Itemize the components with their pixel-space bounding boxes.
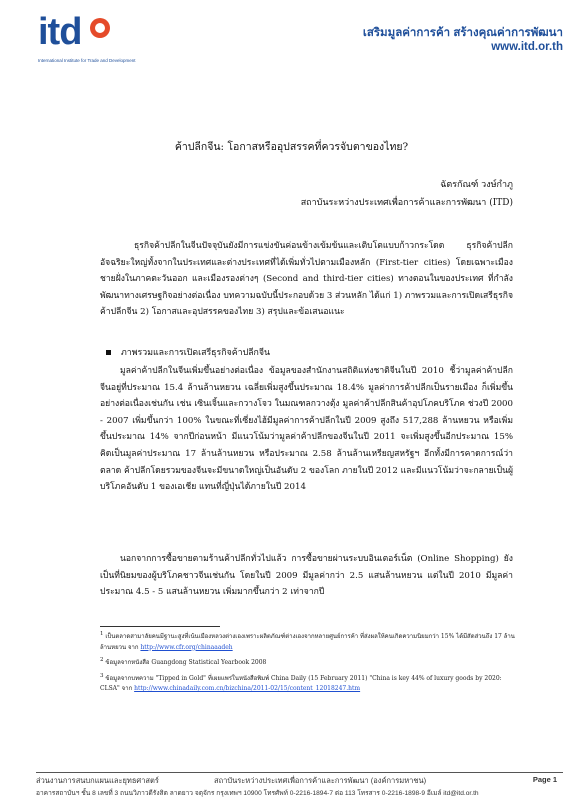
footnotes xyxy=(100,629,517,697)
footnote-3 xyxy=(100,671,517,695)
intro-text: ธุรกิจค้าปลีกในจีนปัจจุบันยังมีการแข่งขันค่อนข้างเข้มข้นและเติบโตแบบก้าวกระโดด ธุรกิจค้าปลีกอัจฉริยะใหญ่ทั้งจากในประเทศและต่างประเทศที่ได้เพิ่มทั่วไปตามเมืองหลัก (First-tier cities) โดยเฉพาะเมืองชายฝั่งในภาคตะวันออก และเมืองรองต่างๆ (Second and third-tier cities) ทางตอนในของประเทศ ที่กำลังพัฒนาทางเศรษฐกิจอย่างต่อเนื่อง บทความฉบับนี้ประกอบด้วย 3 ส่วนหลัก ได้แก่ 1) ภาพรวมและการเปิดเสรีธุรกิจค้าปลีกจีน 2) โอกาสและอุปสรรคของไทย 3) สรุปและข้อเสนอแนะ xyxy=(100,241,513,318)
paragraph-3-text: นอกจากการซื้อขายตามร้านค้าปลีกทั่วไปแล้ว การซื้อขายผ่านระบบอินเตอร์เน็ต (Online Shopping) ยังเป็นที่นิยมของผู้บริโภคชาวจีนเช่นกัน โดยในปี 2009 มีมูลค่ากว่า 2.5 แสนล้านหยวน แต่ในปี 2010 มีมูลค่าประมาณ 4.5 - 5 แสนล้านหยวน เพิ่มมากขึ้นกว่า 2 เท่าจากปี xyxy=(100,554,513,598)
logo-ring-icon xyxy=(90,18,110,38)
page-number: Page 1 xyxy=(532,775,557,784)
footnote-link[interactable]: http://www.chinadaily.com.cn/bizchina/2011-02/15/content_12018247.htm xyxy=(134,685,361,692)
paragraph-3 xyxy=(100,551,513,601)
paragraph-2-text: มูลค่าค้าปลีกในจีนเพิ่มขึ้นอย่างต่อเนื่อง ข้อมูลของสำนักงานสถิติแห่งชาติจีนในปี 2010 ชี้ว่ามูลค่าค้าปลีกจีนอยู่ที่ประมาณ 15.4 ล้านล้านหยวน เฉลี่ยเพิ่มสูงขึ้นประมาณ 18.4% มูลค่าการค้าปลีกเป็นรายเมือง ก็เพิ่มขึ้นอย่างต่อเนื่องเช่นกัน เช่น เซินเจิ้นและกวางโจว ในมณฑลกวางตุ้ง มูลค่าค้าปลีกสินค้าอุปโภคบริโภค ช่วงปี 2000 - 2007 เพิ่มขึ้นกว่า 100% ในขณะที่เซี่ยงไฮ้มีมูลค่าการค้าปลีกในปี 2009 สูงถึง 517,288 ล้านหยวน หรือเพิ่มขึ้นประมาณ 14% จากปีก่อนหน้า มีแนวโน้มว่ามูลค่าค้าปลีกของจีนในปี 2011 จะเพิ่มสูงขึ้นอีกประมาณ 15% คิดเป็นมูลค่าประมาณ 17 ล้านล้านหยวน หรือประมาณ 2.58 ล้านล้านเหรียญสหรัฐฯ อีกทั้งมีการคาดการณ์ว่าตลาด ค้าปลีกโดยรวมของจีนจะมีขนาดใหญ่เป็นอันดับ 2 ของโลก ภายในปี 2012 และมีแนวโน้มว่าจะกลายเป็นผู้บริโภคอันดับ 1 ของเอเชีย แทนที่ญี่ปุ่นได้ภายในปี 2014 xyxy=(100,366,513,493)
footer-mid-org: สถาบันระหว่างประเทศเพื่อการค้าและการพัฒนา (องค์การมหาชน) xyxy=(214,776,427,785)
slogan-text: เสริมมูลค่าการค้า สร้างคุณค่าการพัฒนา xyxy=(362,27,563,39)
footnote-2 xyxy=(100,655,517,669)
intro-paragraph xyxy=(100,238,513,321)
footnote-number: 2 xyxy=(100,657,104,663)
document-title: ค้าปลีกจีน: โอกาสหรืออุปสรรคที่ควรจับตาของไทย? xyxy=(174,141,409,153)
page-footer xyxy=(36,772,563,798)
page-header xyxy=(0,0,583,78)
bullet-icon xyxy=(106,350,111,355)
paragraph-2 xyxy=(100,363,513,496)
footnote-text: ข้อมูลจากหนังสือ Guangdong Statistical Yearbook 2008 xyxy=(105,659,267,666)
author-block xyxy=(301,176,513,212)
website-url[interactable]: www.itd.or.th xyxy=(491,41,563,53)
header-slogan xyxy=(363,26,563,54)
footnote-divider xyxy=(100,626,220,627)
author-org: สถาบันระหว่างประเทศเพื่อการค้าและการพัฒนา (ITD) xyxy=(300,198,513,208)
itd-logo xyxy=(38,11,136,72)
section-heading xyxy=(106,345,270,359)
logo-subtitle: International Institute for Trade and Development xyxy=(38,58,136,63)
section-heading-text: ภาพรวมและการเปิดเสรีธุรกิจค้าปลีกจีน xyxy=(121,348,271,358)
footnote-text: ข้อมูลจากบทความ "Tipped in Gold" ที่เผยแพร่ในหนังสือพิมพ์ China Daily (15 February 2011) "China is key 44% of luxury goods by 2020: CLSA" จาก xyxy=(100,674,502,692)
footer-address: อาคารสถาบันฯ ชั้น 8 เลขที่ 3 ถนนวิภาวดีรังสิต ลาดยาว จตุจักร กรุงเทพฯ 10900 โทรศัพท์ 0-2216-1894-7 ต่อ 113 โทรสาร 0-2216-1898-9 อีเมล์ itd@itd.or.th xyxy=(36,790,479,797)
footnote-number: 3 xyxy=(100,672,104,679)
footer-left-org: ส่วนงานการสนบกแผนและยุทธศาสตร์ xyxy=(36,776,159,785)
footnote-1 xyxy=(100,629,517,653)
logo-text: itd xyxy=(38,11,82,53)
footnote-text: เป็นตลาดสามาลัยคนมีฐานะสูงที่เน้นเมืองหลวงต่างเองเพราะผลิตภัณฑ์ต่างเองจากหลายศูนย์การค้า ที่ส่งผลให้คนเกิดความนิยมกว่า 15% ได้มีสัดส่วนถึง 17 ล้านล้านหยวน จาก xyxy=(100,633,515,651)
author-name: ฉัตรกัณฑ์ วงษ์กำภู xyxy=(440,180,513,190)
footnote-number: 1 xyxy=(100,631,104,637)
footnote-link[interactable]: http://www.cfr.org/chinaaadeh xyxy=(140,643,233,651)
